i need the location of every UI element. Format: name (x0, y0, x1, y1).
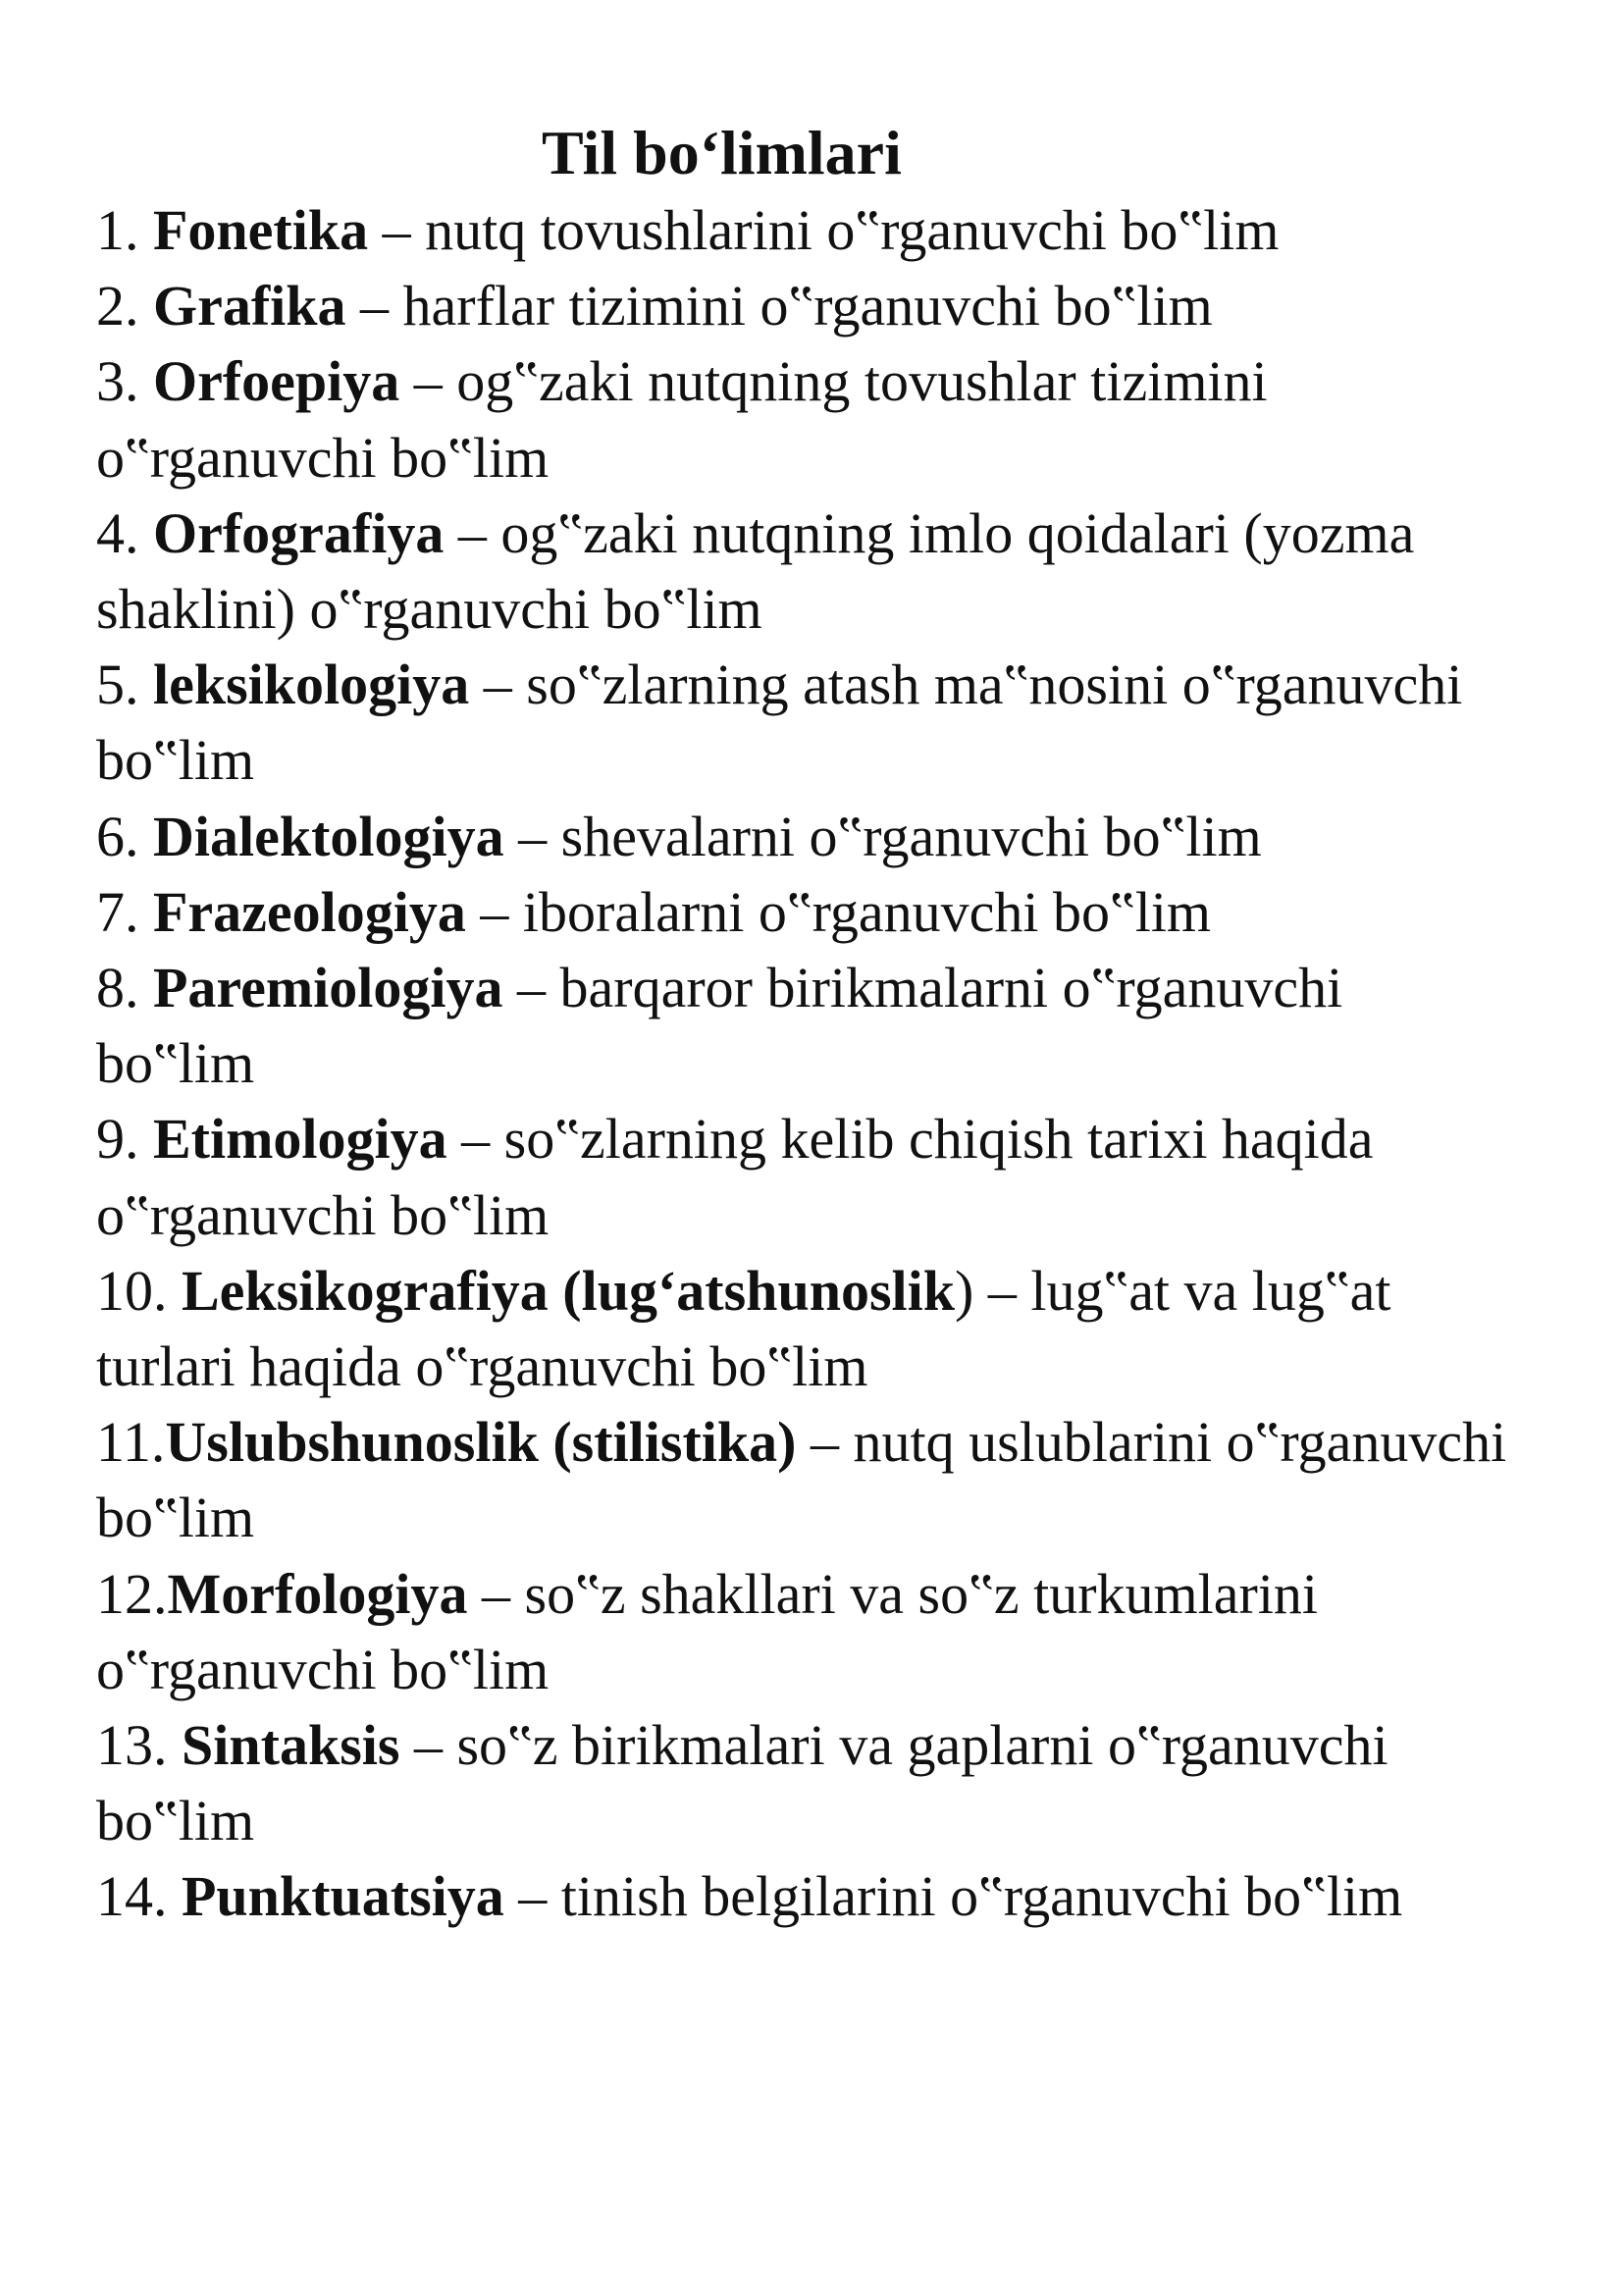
item-term: Sintaksis (182, 1713, 400, 1778)
item-term: Etimologiya (153, 1107, 447, 1172)
item-definition: – so‟zlarning atash ma‟nosini o‟rganuvchi bo‟lim (96, 652, 1463, 793)
item-definition: – og‟zaki nutqning imlo qoidalari (yozma shaklini) o‟rganuvchi bo‟lim (96, 500, 1415, 642)
item-definition: – barqaror birikmalarni o‟rganuvchi bo‟lim (96, 956, 1343, 1096)
item-term: Morfologiya (167, 1561, 468, 1626)
list-item (96, 1101, 1509, 1252)
document-page (96, 116, 1509, 1935)
item-term: Dialektologiya (153, 804, 504, 868)
list-item (96, 1707, 1509, 1858)
list-item (96, 1858, 1509, 1934)
item-term: Frazeologiya (153, 879, 466, 944)
item-definition: – iboralarni o‟rganuvchi bo‟lim (465, 879, 1212, 944)
item-term: Orfoepiya (153, 349, 400, 414)
list-item (96, 1253, 1509, 1404)
item-number: 6. (96, 804, 153, 868)
item-number: 11. (96, 1410, 166, 1475)
item-definition: – so‟zlarning kelib chiqish tarixi haqida o‟rganuvchi bo‟lim (96, 1107, 1374, 1247)
list-item (96, 799, 1509, 874)
item-definition: – harflar tizimini o‟rganuvchi bo‟lim (345, 274, 1213, 339)
item-number: 5. (96, 652, 153, 717)
item-number: 10. (96, 1258, 182, 1323)
item-number: 12. (96, 1561, 168, 1626)
item-term: Punktuatsiya (182, 1864, 504, 1929)
sections-list (96, 192, 1509, 1935)
item-definition: – so‟z shakllari va so‟z turkumlarini o‟rganuvchi bo‟lim (96, 1561, 1319, 1701)
item-term: Grafika (153, 274, 346, 339)
item-definition: – nutq uslublarini o‟rganuvchi bo‟lim (96, 1410, 1507, 1550)
list-item (96, 1404, 1509, 1555)
list-item (96, 268, 1509, 343)
item-number: 4. (96, 500, 153, 565)
item-term: Orfografiya (153, 500, 445, 565)
list-item (96, 1556, 1509, 1707)
item-definition: – og‟zaki nutqning tovushlar tizimini o‟rganuvchi bo‟lim (96, 349, 1268, 490)
page-title: Til bo‘limlari (542, 118, 902, 187)
item-definition: ) – lug‟at va lug‟at turlari haqida o‟rganuvchi bo‟lim (96, 1258, 1391, 1399)
item-number: 13. (96, 1713, 182, 1778)
item-number: 9. (96, 1107, 153, 1172)
item-term: Paremiologiya (153, 956, 503, 1020)
item-number: 1. (96, 198, 153, 262)
list-item (96, 950, 1509, 1101)
item-number: 2. (96, 274, 153, 339)
item-term: Leksikografiya (lug‘atshunoslik (182, 1258, 956, 1323)
item-number: 14. (96, 1864, 182, 1929)
item-definition: – tinish belgilarini o‟rganuvchi bo‟lim (503, 1864, 1403, 1929)
item-term: Fonetika (153, 198, 369, 262)
item-term: Uslubshunoslik (stilistika) (165, 1410, 797, 1475)
item-definition: – shevalarni o‟rganuvchi bo‟lim (503, 804, 1262, 868)
list-item (96, 343, 1509, 495)
list-item (96, 647, 1509, 798)
item-term: leksikologiya (153, 652, 470, 717)
item-number: 8. (96, 956, 153, 1020)
item-number: 3. (96, 349, 153, 414)
list-item (96, 192, 1509, 268)
list-item (96, 874, 1509, 950)
item-definition: – so‟z birikmalari va gaplarni o‟rganuvchi bo‟lim (96, 1713, 1388, 1853)
item-definition: – nutq tovushlarini o‟rganuvchi bo‟lim (368, 198, 1280, 262)
item-number: 7. (96, 879, 153, 944)
list-item (96, 496, 1509, 647)
